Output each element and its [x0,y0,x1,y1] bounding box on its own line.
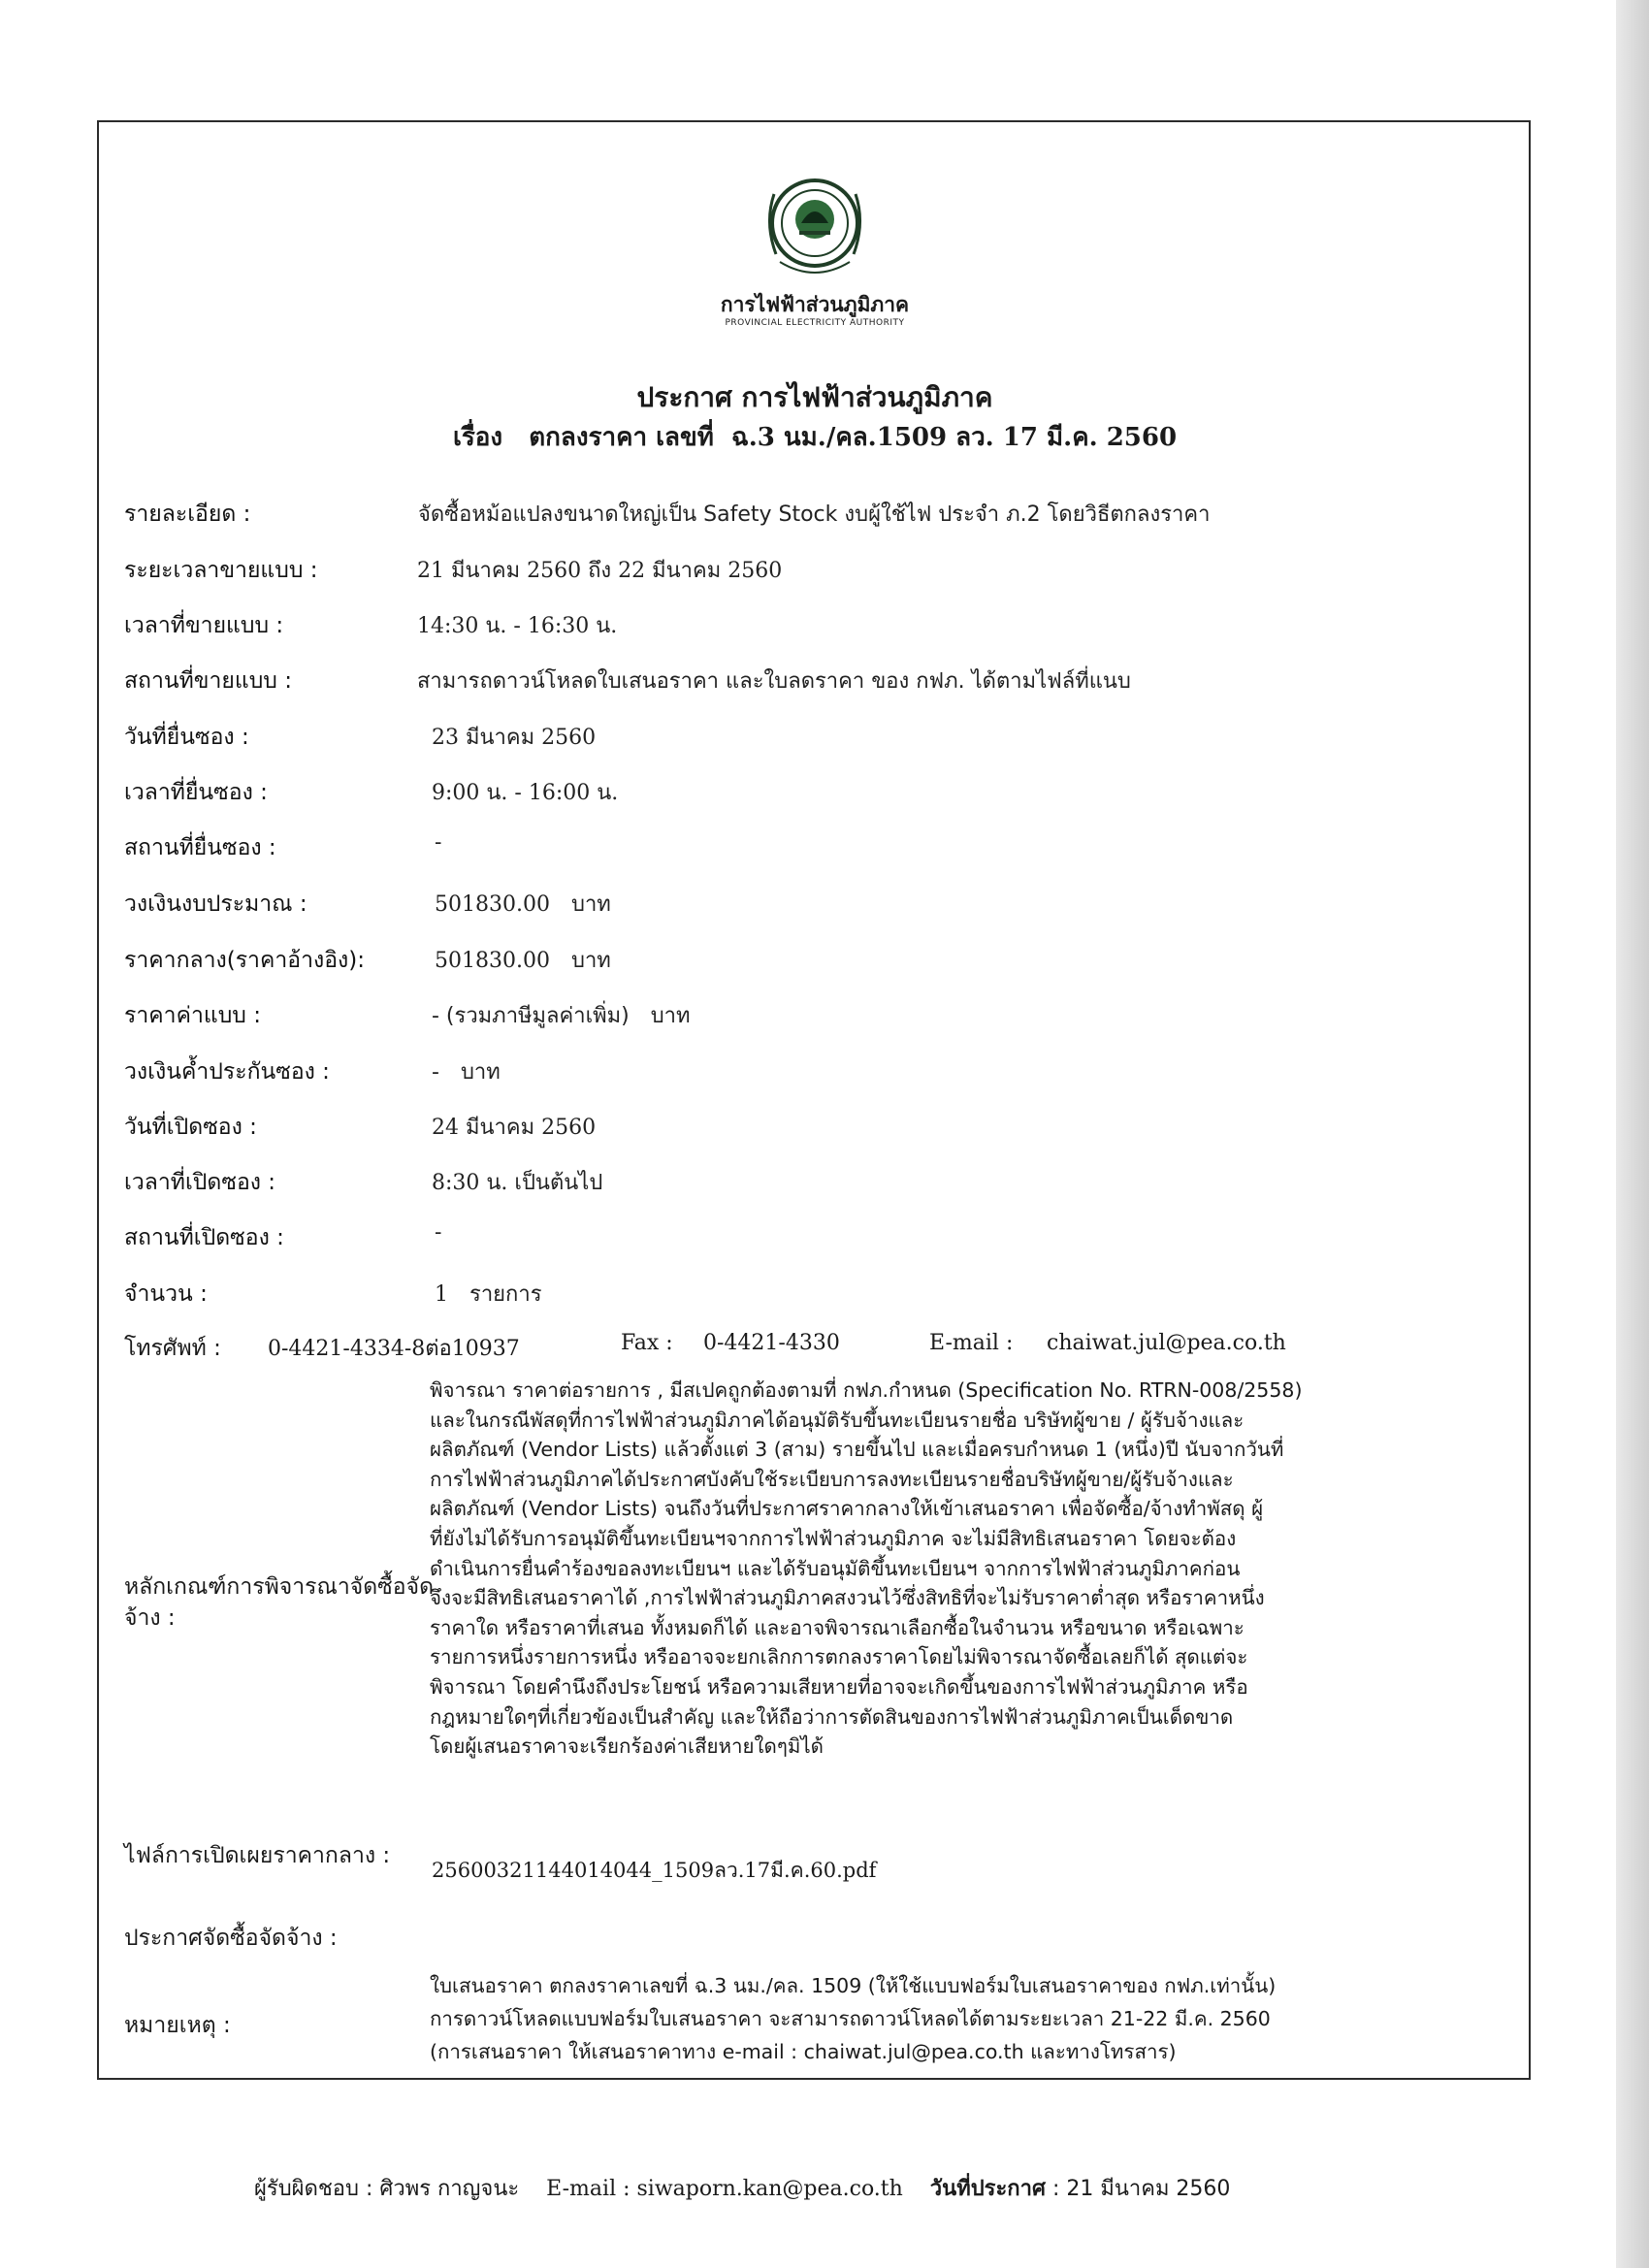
org-name-thai: การไฟฟ้าส่วนภูมิภาค [720,293,910,316]
field-label: จำนวน : [124,1281,208,1307]
field-value [435,1277,542,1311]
field-row-quantity [124,1277,1502,1315]
criteria-line: ดำเนินการยื่นคำร้องขอลงทะเบียนฯ และได้รับอนุมัติขึ้นทะเบียนฯ จากการไฟฟ้าส่วนภูมิภาคก่อน [430,1556,1241,1580]
field-value [432,1054,501,1088]
amount: 501830.00 [435,892,550,917]
field-value: สามารถดาวน์โหลดใบเสนอราคา และใบลดราคา ของ กฟภ. ได้ตามไฟล์ที่แนบ [417,669,1131,694]
field-label: ราคากลาง(ราคาอ้างอิง): [124,948,366,973]
field-label: วันที่ยื่นซอง : [124,725,249,750]
amount: 501830.00 [435,949,550,973]
remark-line: ใบเสนอราคา ตกลงราคาเลขที่ ฉ.3 นม./คล. 1509 (ให้ใช้แบบฟอร์มใบเสนอราคาของ กฟภ.เท่านั้น) [430,1974,1277,1997]
field-value: 24 มีนาคม 2560 [432,1116,597,1140]
field-row-sale-place [124,664,1502,702]
field-row-budget [124,887,1502,925]
fax-label: Fax : [621,1331,673,1355]
responsible-name: ศิวพร กาญจนะ [379,2177,520,2201]
subject-text: ตกลงราคา เลขที่ [529,423,714,452]
field-value: - [435,1220,442,1245]
field-row-open-place [124,1220,1502,1259]
currency-unit: บาท [570,892,611,917]
phone-number: 0-4421-4334-8ต่อ10937 [268,1337,520,1361]
amount: - [432,1060,439,1085]
quantity: 1 [435,1282,448,1307]
field-value [432,998,691,1032]
field-label: วงเงินค้ำประกันซอง : [124,1059,330,1085]
criteria-line: กฎหมายใดๆที่เกี่ยวข้องเป็นสำคัญ และให้ถือว่าการตัดสินของการไฟฟ้าส่วนภูมิภาคเป็นเด็ดขาด [430,1704,1234,1729]
price-file-label: ไฟล์การเปิดเผยราคากลาง : [124,1843,391,1868]
scan-edge [1616,0,1649,2268]
criteria-line: การไฟฟ้าส่วนภูมิภาคได้ประกาศบังคับใช้ระเบียบการลงทะเบียนรายชื่อบริษัทผู้ขาย/ผู้รับจ้างและ [430,1467,1234,1491]
field-label: สถานที่ยื่นซอง : [124,835,276,860]
remark-line: (การเสนอราคา ให้เสนอราคาทาง e-mail : chaiwat.jul@pea.co.th และทางโทรสาร) [430,2040,1177,2063]
field-label: เวลาที่เปิดซอง : [124,1170,276,1195]
field-row-open-date [124,1110,1502,1149]
criteria-line: ผลิตภัณฑ์ (Vendor Lists) จนถึงวันที่ประกาศราคากลางให้เข้าเสนอราคา เพื่อจัดซื้อ/จ้างทำพัสดุ ผู้ [430,1497,1264,1521]
remarks-label: หมายเหตุ : [124,2013,231,2038]
field-label: วันที่เปิดซอง : [124,1115,257,1140]
pea-logo-icon [755,165,875,285]
field-label: สถานที่ขายแบบ : [124,668,292,694]
criteria-line: และในกรณีพัสดุที่การไฟฟ้าส่วนภูมิภาคได้อนุมัติรับขึ้นทะเบียนรายชื่อ บริษัทผู้ขาย / ผู้รับจ้างและ [430,1408,1245,1432]
criteria-line: รายการหนึ่งรายการหนึ่ง หรืออาจจะยกเลิกการตกลงราคาโดยไม่พิจารณาจัดซื้อเลยก็ได้ สุดแต่จะ [430,1645,1248,1669]
criteria-label: หลักเกณฑ์การพิจารณาจัดซื้อจัดจ้าง : [124,1574,435,1631]
subject-ref: ฉ.3 นม./คล.1509 ลว. 17 มี.ค. 2560 [730,423,1178,452]
field-row-median-price [124,943,1502,982]
field-value: 21 มีนาคม 2560 ถึง 22 มีนาคม 2560 [417,559,783,583]
field-value: 14:30 น. - 16:30 น. [417,614,618,638]
fax-number: 0-4421-4330 [703,1331,840,1355]
field-label: เวลาที่ขายแบบ : [124,613,284,638]
quantity-unit: รายการ [469,1282,542,1307]
field-label: สถานที่เปิดซอง : [124,1225,284,1250]
criteria-line: โดยผู้เสนอราคาจะเรียกร้องค่าเสียหายใดๆมิได้ [430,1734,824,1759]
currency-unit: บาท [460,1060,501,1085]
currency-unit: บาท [570,949,611,973]
criteria-line: ที่ยังไม่ได้รับการอนุมัติขึ้นทะเบียนฯจากการไฟฟ้าส่วนภูมิภาค จะไม่มีสิทธิเสนอราคา โดยจะต้อง [430,1526,1237,1550]
org-name-english: PROVINCIAL ELECTRICITY AUTHORITY [725,318,905,328]
field-row-sale-time [124,608,1502,647]
remark-line: การดาวน์โหลดแบบฟอร์มใบเสนอราคา จะสามารถดาวน์โหลดได้ตามระยะเวลา 21-22 มี.ค. 2560 [430,2007,1271,2030]
field-row-bid-bond [124,1054,1502,1093]
criteria-line: พิจารณา ราคาต่อรายการ , มีสเปคถูกต้องตามที่ กฟภ.กำหนด (Specification No. RTRN-008/2558) [430,1378,1303,1402]
field-row-submit-date [124,720,1502,759]
field-value: - [435,830,442,855]
field-value: 23 มีนาคม 2560 [432,726,597,750]
field-row-document-fee [124,998,1502,1037]
currency-unit: บาท [650,1004,691,1028]
amount: - (รวมภาษีมูลค่าเพิ่ม) [432,1004,630,1028]
field-row-open-time [124,1165,1502,1204]
criteria-line: ราคาใด หรือราคาที่เสนอ ทั้งหมดก็ได้ และอาจพิจารณาเลือกซื้อในจำนวน หรือขนาด หรือเฉพาะ [430,1615,1245,1639]
field-row-details [124,497,1502,535]
responsible-label: ผู้รับผิดชอบ : [254,2177,373,2201]
field-label: รายละเอียด : [124,502,251,527]
criteria-line: จึงจะมีสิทธิเสนอราคาได้ ,การไฟฟ้าส่วนภูมิภาคสงวนไว้ซึ่งสิทธิที่จะไม่รับราคาต่ำสุด หรือราคาหนึ่ง [430,1586,1265,1610]
footer [254,2171,1418,2205]
field-label: เวลาที่ยื่นซอง : [124,780,268,805]
field-label: ระยะเวลาขายแบบ : [124,558,318,583]
criteria-text [430,1376,1536,1762]
field-value [435,943,611,977]
footer-email-label: E-mail : [546,2177,630,2201]
field-row-submit-place [124,830,1502,869]
criteria-line: พิจารณา โดยคำนึงถึงประโยชน์ หรือความเสียหายที่อาจจะเกิดขึ้นของการไฟฟ้าส่วนภูมิภาค หรือ [430,1674,1248,1699]
announce-date: : 21 มีนาคม 2560 [1051,2177,1231,2201]
remarks-text [430,1969,1526,2068]
phone-label: โทรศัพท์ : [124,1336,221,1361]
announce-date-label: วันที่ประกาศ [929,2177,1046,2201]
price-file-link[interactable]: 25600321144014044_1509ลว.17มี.ค.60.pdf [432,1859,877,1882]
field-value: 9:00 น. - 16:00 น. [432,781,619,805]
field-value: จัดซื้อหม้อแปลงขนาดใหญ่เป็น Safety Stock งบผู้ใช้ไฟ ประจำ ภ.2 โดยวิธีตกลงราคา [418,502,1211,527]
field-row-submit-time [124,775,1502,814]
field-row-sale-period [124,553,1502,592]
procurement-announcement-label: ประกาศจัดซื้อจัดจ้าง : [124,1926,338,1951]
field-label: วงเงินงบประมาณ : [124,891,307,917]
footer-email-link[interactable]: siwaporn.kan@pea.co.th [636,2177,903,2201]
subject-label: เรื่อง [452,423,503,452]
email-label: E-mail : [929,1331,1014,1355]
field-value [435,887,611,921]
contact-email-link[interactable]: chaiwat.jul@pea.co.th [1047,1331,1286,1355]
field-value: 8:30 น. เป็นต้นไป [432,1171,603,1195]
criteria-line: ผลิตภัณฑ์ (Vendor Lists) แล้วตั้งแต่ 3 (สาม) รายขึ้นไป และเมื่อครบกำหนด 1 (หนึ่ง)ปี นับจากวันที่ [430,1438,1284,1462]
field-label: ราคาค่าแบบ : [124,1003,261,1028]
announcement-title: ประกาศ การไฟฟ้าส่วนภูมิภาค [636,381,993,413]
announcement-subject [291,417,1339,457]
